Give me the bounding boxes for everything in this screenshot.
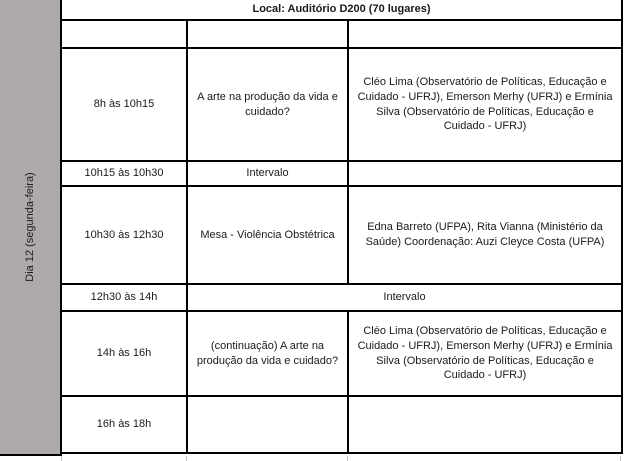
palestrantes-cell xyxy=(348,161,622,186)
palestrantes-cell xyxy=(348,396,622,453)
table-row xyxy=(62,161,622,186)
atividade-cell: Intervalo xyxy=(187,161,348,186)
column-header-row xyxy=(62,20,622,48)
table-row xyxy=(62,284,622,311)
column-header-horario: Horário xyxy=(62,20,187,48)
table-row xyxy=(62,396,622,453)
horario-cell: 16h às 18h xyxy=(62,396,187,453)
gridline-stub xyxy=(61,456,62,461)
table-row xyxy=(62,311,622,396)
atividade-cell xyxy=(187,396,348,453)
schedule-table xyxy=(62,0,623,454)
day-sidebar xyxy=(0,0,62,456)
intervalo-merged-cell: Intervalo xyxy=(187,284,622,311)
table-row xyxy=(62,48,622,161)
horario-cell: 8h às 10h15 xyxy=(62,48,187,161)
horario-cell: 12h30 às 14h xyxy=(62,284,187,311)
atividade-cell: (continuação) A arte na produção da vida e cuidado? xyxy=(187,311,348,396)
location-row xyxy=(62,0,622,20)
palestrantes-cell: Cléo Lima (Observatório de Políticas, Educação e Cuidado - UFRJ), Emerson Merhy (UFRJ) e Ermínia Silva (Observatório de Políticas, Educação e Cuidado - UFRJ) xyxy=(348,48,622,161)
atividade-cell: A arte na produção da vida e cuidado? xyxy=(187,48,348,161)
horario-cell: 10h15 às 10h30 xyxy=(62,161,187,186)
gridline-stub xyxy=(347,456,348,461)
horario-cell: 14h às 16h xyxy=(62,311,187,396)
palestrantes-cell: Cléo Lima (Observatório de Políticas, Educação e Cuidado - UFRJ), Emerson Merhy (UFRJ) e Ermínia Silva (Observatório de Políticas, Educação e Cuidado - UFRJ) xyxy=(348,311,622,396)
gridline-stub xyxy=(620,456,621,461)
day-label: Dia 12 (segunda-feira) xyxy=(24,172,36,282)
palestrantes-cell: Edna Barreto (UFPA), Rita Vianna (Ministério da Saúde) Coordenação: Auzi Cleyce Costa (UFPA) xyxy=(348,186,622,284)
column-header-palestrantes: Palestrantes xyxy=(348,20,622,48)
horario-cell: 10h30 às 12h30 xyxy=(62,186,187,284)
gridline-stub xyxy=(186,456,187,461)
column-header-atividade: Atividade xyxy=(187,20,348,48)
location-header: Local: Auditório D200 (70 lugares) xyxy=(62,0,622,20)
atividade-cell: Mesa - Violência Obstétrica xyxy=(187,186,348,284)
table-row xyxy=(62,186,622,284)
